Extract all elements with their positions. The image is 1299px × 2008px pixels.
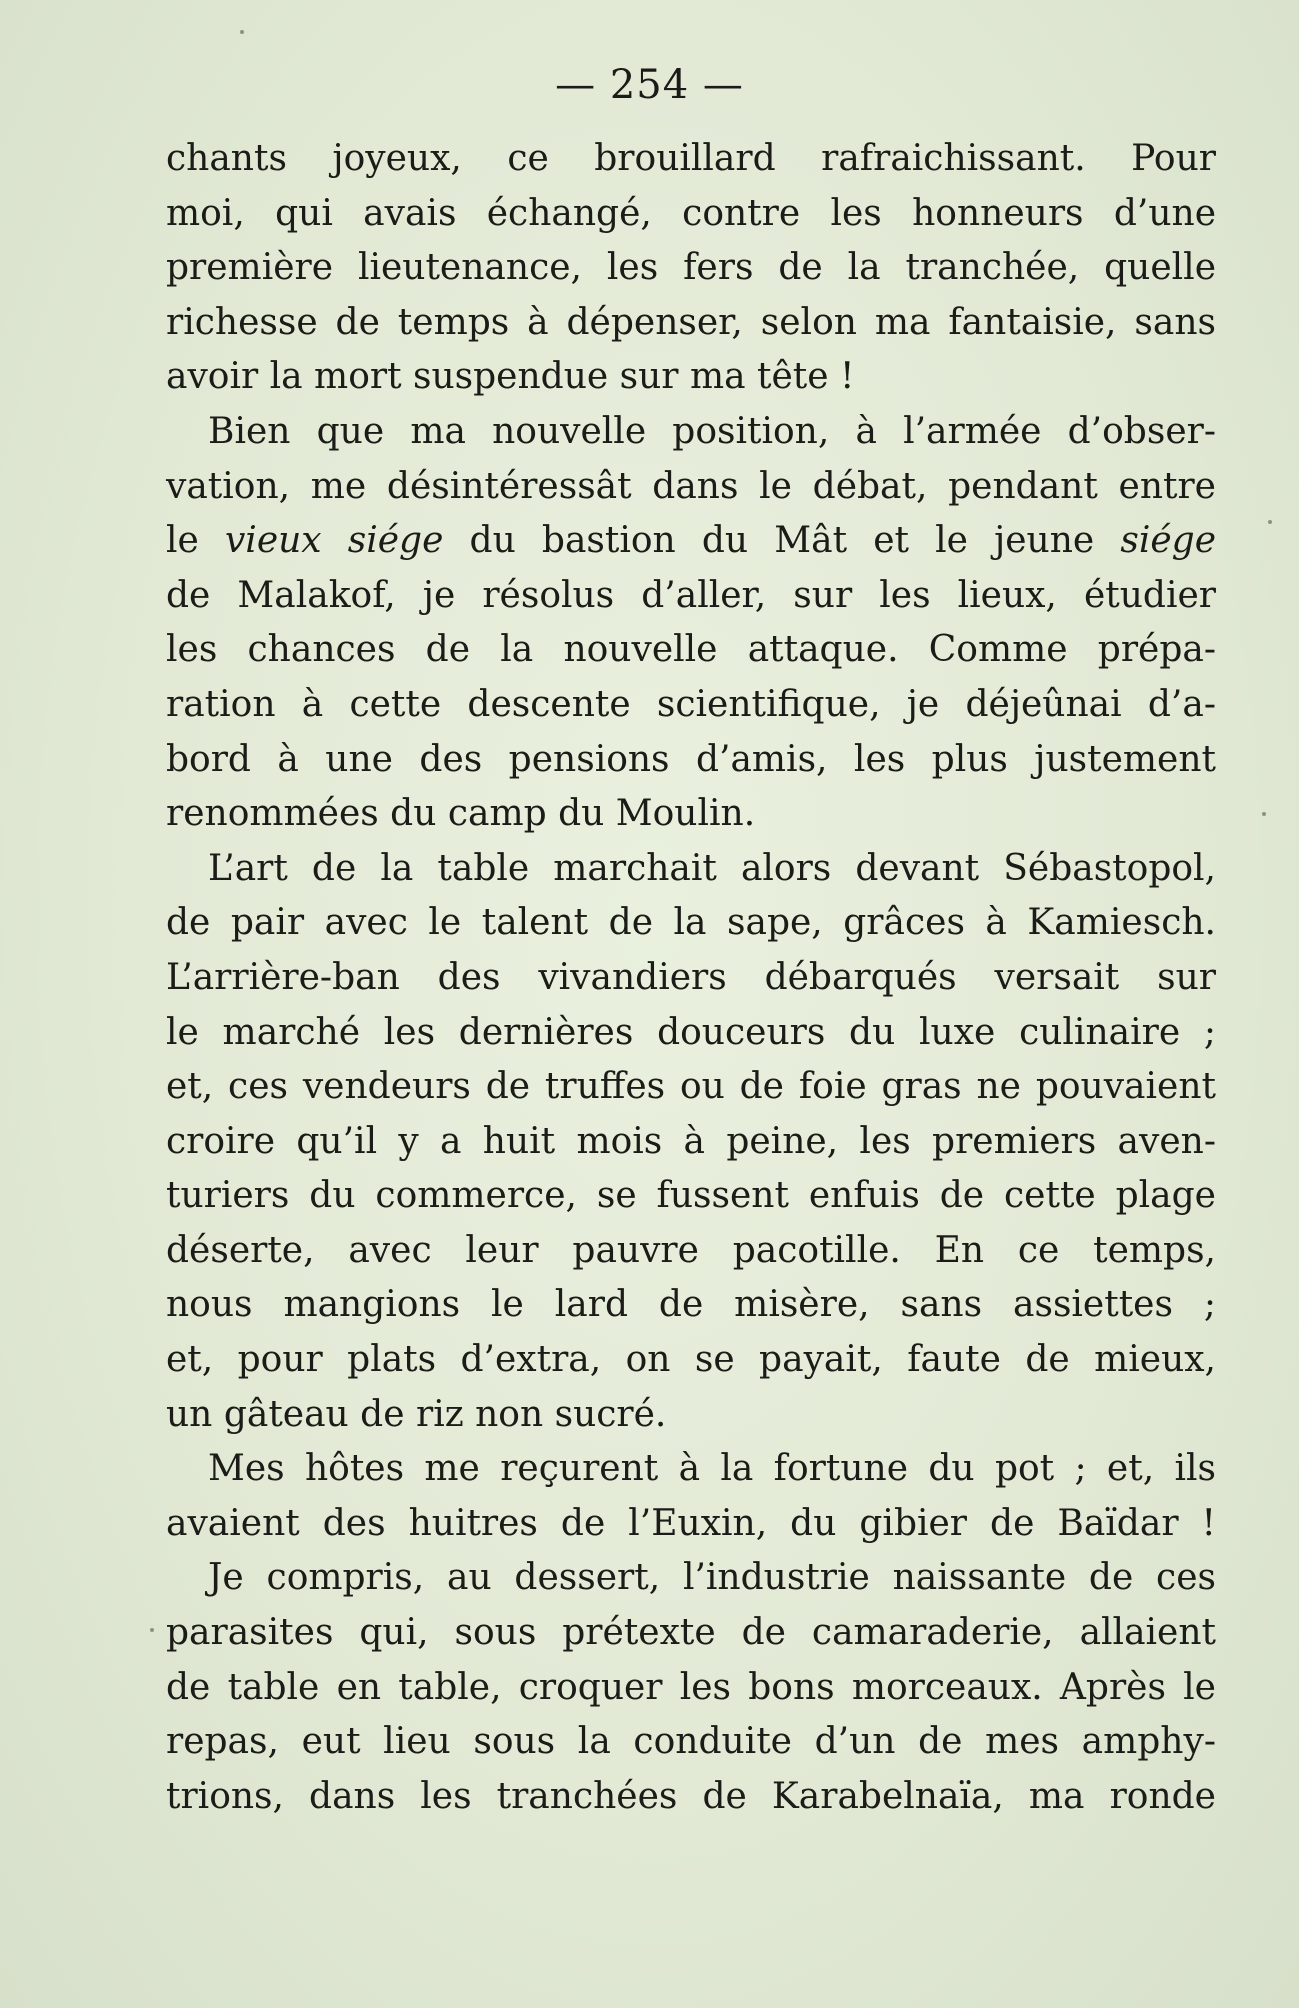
text-line: de Malakof, je résolus d’aller, sur les lieux, étudier (166, 574, 1216, 616)
text-line: les chances de la nouvelle attaque. Comme prépa- (166, 629, 1216, 671)
text-line: de table en table, croquer les bons morceaux. Après le (166, 1666, 1216, 1708)
text-line: repas, eut lieu sous la conduite d’un de mes amphy- (166, 1721, 1216, 1763)
text-line: parasites qui, sous prétexte de camaraderie, allaient (166, 1612, 1216, 1654)
text-line: Je compris, au dessert, l’industrie naissante de ces (208, 1557, 1216, 1599)
text-line: renommées du camp du Moulin. (166, 793, 756, 835)
paper-speck (1262, 812, 1266, 816)
text-line: L’arrière-ban des vivandiers débarqués versait sur (166, 956, 1216, 998)
paper-speck (150, 1628, 154, 1632)
text-line: turiers du commerce, se fussent enfuis de cette plage (166, 1175, 1216, 1217)
text-line (166, 514, 1216, 569)
text-line: et, ces vendeurs de truffes ou de foie gras ne pouvaient (166, 1066, 1216, 1108)
text-line: le marché les dernières douceurs du luxe culinaire ; (166, 1011, 1216, 1053)
text-line: déserte, avec leur pauvre pacotille. En ce temps, (166, 1229, 1216, 1271)
text-line: L’art de la table marchait alors devant Sébastopol, (208, 847, 1216, 889)
text-run: le (166, 520, 225, 562)
text-line: richesse de temps à dépenser, selon ma fantaisie, sans (166, 301, 1216, 343)
text-line: et, pour plats d’extra, on se payait, faute de mieux, (166, 1339, 1216, 1381)
text-line: Bien que ma nouvelle position, à l’armée d’obser- (208, 410, 1216, 452)
italic-text: siége (1120, 520, 1217, 562)
text-line: avaient des huitres de l’Euxin, du gibier de Baïdar ! (166, 1502, 1216, 1544)
text-line: Mes hôtes me reçurent à la fortune du pot ; et, ils (208, 1448, 1216, 1490)
text-line: trions, dans les tranchées de Karabelnaïa, ma ronde (166, 1775, 1216, 1817)
text-line: moi, qui avais échangé, contre les honneurs d’une (166, 192, 1216, 234)
text-line: ration à cette descente scientifique, je déjeûnai d’a- (166, 683, 1216, 725)
text-line: un gâteau de riz non sucré. (166, 1393, 667, 1435)
text-run: du bastion du Mât et le jeune (443, 520, 1121, 562)
text-line: croire qu’il y a huit mois à peine, les premiers aven- (166, 1120, 1216, 1162)
text-line: avoir la mort suspendue sur ma tête ! (166, 356, 855, 398)
paper-speck (240, 30, 244, 34)
body-text (166, 132, 1216, 1824)
text-line: bord à une des pensions d’amis, les plus justement (166, 738, 1216, 780)
text-line: vation, me désintéressât dans le débat, pendant entre (166, 465, 1216, 507)
text-line: première lieutenance, les fers de la tranchée, quelle (166, 247, 1216, 289)
page-number: — 254 — (555, 62, 744, 108)
text-line: de pair avec le talent de la sape, grâces à Kamiesch. (166, 902, 1216, 944)
text-line: chants joyeux, ce brouillard rafraichissant. Pour (166, 138, 1216, 179)
paper-speck (1268, 520, 1272, 524)
text-line: nous mangions le lard de misère, sans assiettes ; (166, 1284, 1216, 1326)
italic-text: vieux siége (224, 520, 444, 562)
